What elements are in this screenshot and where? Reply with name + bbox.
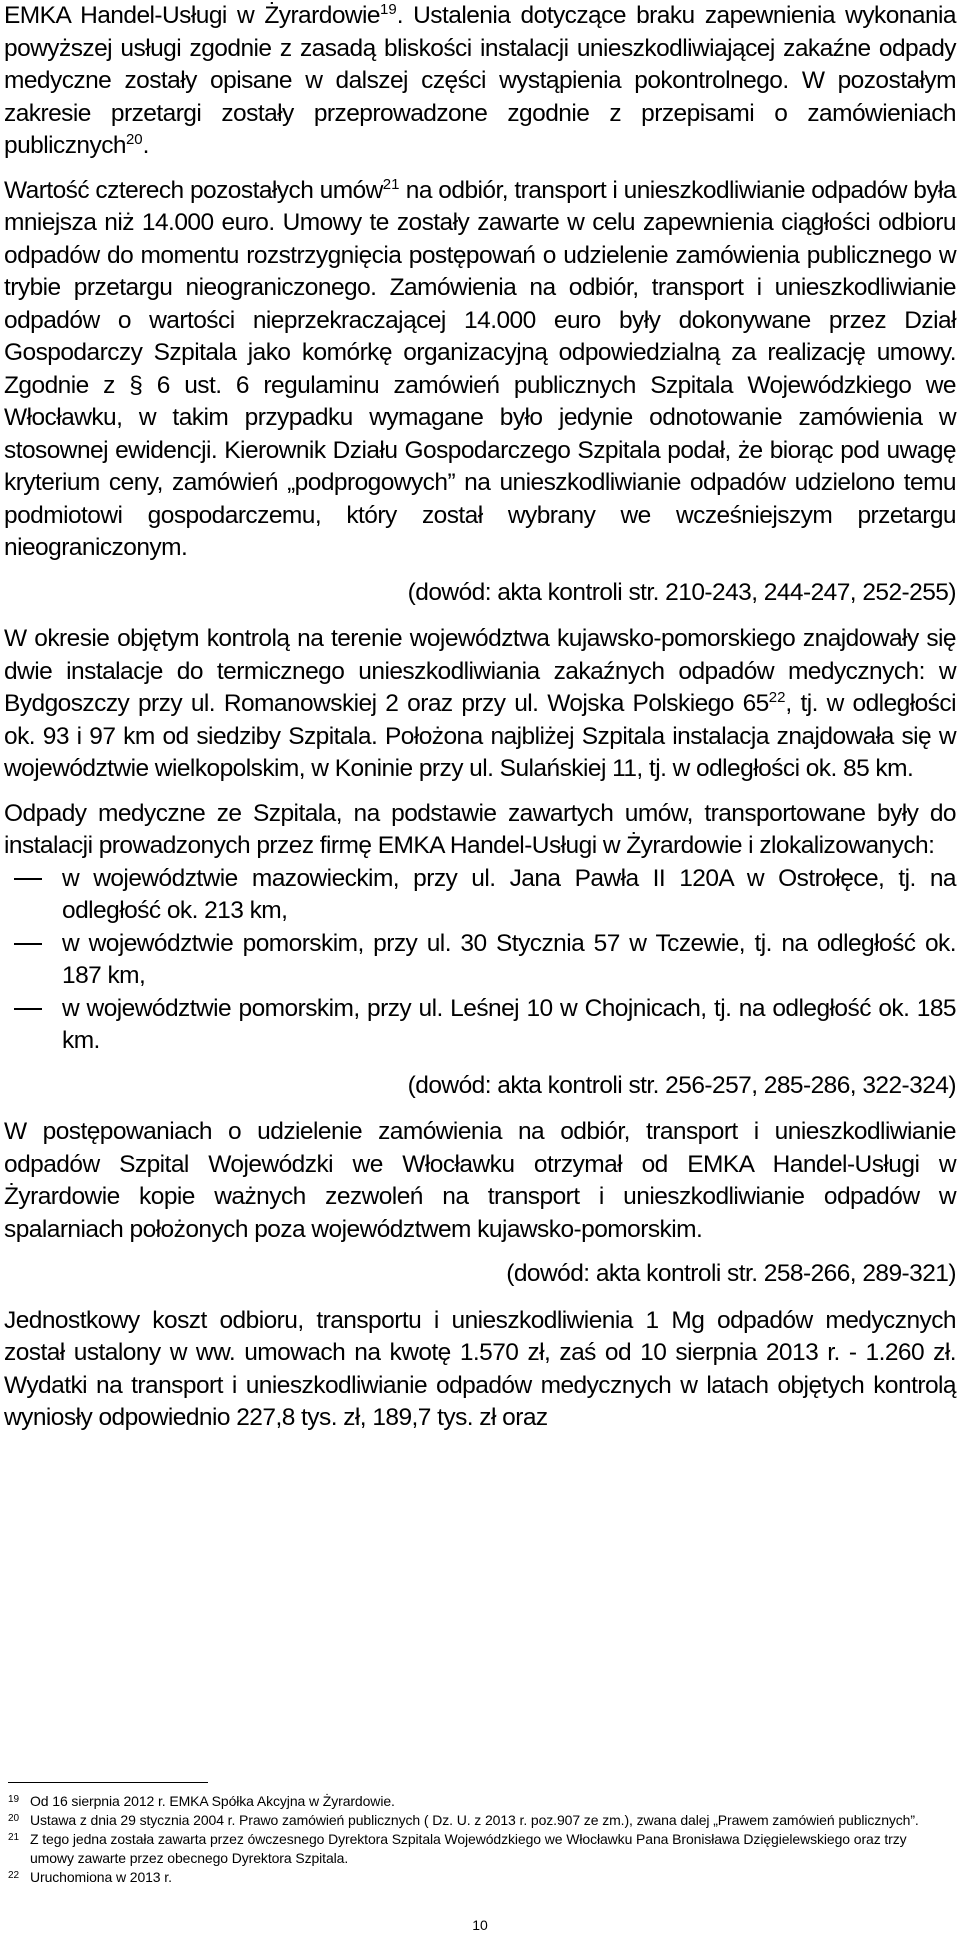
paragraph-3 [4,623,956,786]
footnote-ref-20[interactable]: 20 [125,131,143,148]
footnotes [8,1792,936,1887]
paragraph-5: W postępowaniach o udzielenie zamówienia na odbiór, transport i unieszkodliwianie odpadów Szpital Wojewódzki we Włocławku otrzymał od EMKA Handel-Usługi w Żyrardowie kopie ważnych zezwoleń na transport i unieszkodliwianie odpadów w spalarniach położonych poza województwem kujawsko-pomorskim. [4,1118,956,1243]
text-span: W okresie objętym kontrolą na terenie województwa kujawsko-pomorskiego znajdowały się dwie instalacje do termicznego unieszkodliwiania zakaźnych odpadów medycznych: w Bydgoszczy przy ul. Romanowskiej 2 oraz przy ul. Wojska Polskiego 65 [4,625,956,717]
body-text [4,0,956,1435]
list-item: w województwie mazowieckim, przy ul. Jana Pawła II 120A w Ostrołęce, tj. na odległość ok. 213 km, [4,863,956,928]
evidence-reference-1: (dowód: akta kontroli str. 210-243, 244-247, 252-255) [407,578,956,606]
paragraph-4: Odpady medyczne ze Szpitala, na podstawie zawartych umów, transportowane były do instalacji prowadzonych przez firmę EMKA Handel-Usługi w Żyrardowie i zlokalizowanych: [4,799,956,859]
page-number: 10 [472,1917,488,1933]
installation-list [4,863,956,1058]
text-span: na odbiór, transport i unieszkodliwianie odpadów była mniejsza niż 14.000 euro. Umowy te zostały zawarte w celu zapewnienia ciągłości odbioru odpadów do momentu rozstrzygnięcia postępowań o udzielenie zamówienia publicznego w trybie przetargu nieograniczonego. Zamówienia na odbiór, transport i unieszkodliwianie odpadów o wartości nieprzekraczającej 14.000 euro były dokonywane przez Dział Gospodarczy Szpitala jako komórkę organizacyjną odpowiedzialną za realizację umowy. Zgodnie z § 6 ust. 6 regulaminu zamówień publicznych Szpitala Wojewódzkiego we Włocławku, w takim przypadku wymagane było jedynie odnotowanie zamówienia w stosownej ewidencji. Kierownik Działu Gospodarczego Szpitala podał, że biorąc pod uwagę kryterium ceny, zamówień „podprogowych” na unieszkodliwianie odpadów udzielono temu podmiotowi gospodarczemu, który został wybrany we wcześniejszym przetargu nieograniczonym. [4,176,956,561]
footnote-text: Ustawa z dnia 29 stycznia 2004 r. Prawo zamówień publicznych ( Dz. U. z 2013 r. poz.907 ze zm.), zwana dalej „Prawem zamówień publicznych”. [30,1812,919,1828]
evidence-reference-2: (dowód: akta kontroli str. 256-257, 285-286, 322-324) [407,1071,956,1099]
paragraph-6: Jednostkowy koszt odbioru, transportu i unieszkodliwienia 1 Mg odpadów medycznych został ustalony w ww. umowach na kwotę 1.570 zł, zaś od 10 sierpnia 2013 r. - 1.260 zł. Wydatki na transport i unieszkodliwianie odpadów medycznych w latach objętych kontrolą wyniosły odpowiednio 227,8 tys. zł, 189,7 tys. zł oraz [4,1306,956,1431]
text-span: . Ustalenia dotyczące braku zapewnienia wykonania powyższej usługi zgodnie z zasadą bliskości instalacji unieszkodliwiającej zakaźne odpady medyczne zostały opisane w dalszej części wystąpienia pokontrolnego. W pozostałym zakresie przetargi zostały przeprowadzone zgodnie z przepisami o zamówieniach publicznych [4,2,956,159]
footnote-text: Uruchomiona w 2013 r. [30,1869,172,1885]
footnote-21 [8,1830,936,1868]
text-span: EMKA Handel-Usługi w Żyrardowie [4,2,381,29]
footnote-ref-21[interactable]: 21 [382,175,400,193]
evidence-reference-3: (dowód: akta kontroli str. 258-266, 289-321) [506,1260,956,1287]
list-item: w województwie pomorskim, przy ul. Leśnej 10 w Chojnicach, tj. na odległość ok. 185 km. [4,993,956,1058]
footnote-ref-19[interactable]: 19 [380,1,397,18]
footnote-number: 21 [8,1832,19,1843]
footnote-text: Z tego jedna została zawarta przez ówczesnego Dyrektora Szpitala Wojewódzkiego we Włocławku Pana Bronisława Dzięgielewskiego oraz trzy umowy zawarte przez obecnego Dyrektora Szpitala. [30,1831,907,1866]
footnote-text: Od 16 sierpnia 2012 r. EMKA Spółka Akcyjna w Żyrardowie. [30,1793,395,1809]
paragraph-1 [4,0,956,163]
paragraph-2 [4,175,956,565]
text-span: , tj. w odległości ok. 93 i 97 km od siedziby Szpitala. Położona najbliżej Szpitala instalacja znajdowała się w województwie wielkopolskim, w Koninie przy ul. Sulańskiej 11, tj. w odległości ok. 85 km. [4,690,956,782]
footnote-number: 20 [8,1813,19,1824]
footnote-separator [8,1782,208,1783]
text-span: . [142,132,149,159]
footnote-ref-22[interactable]: 22 [768,689,786,706]
footnote-20 [8,1811,936,1830]
list-item: w województwie pomorskim, przy ul. 30 Stycznia 57 w Tczewie, tj. na odległość ok. 187 km, [4,928,956,993]
footnote-number: 22 [8,1870,19,1881]
text-span: Wartość czterech pozostałych umów [4,176,383,204]
footnote-22 [8,1868,936,1887]
footnote-number: 19 [8,1794,19,1805]
footnote-19 [8,1792,936,1811]
